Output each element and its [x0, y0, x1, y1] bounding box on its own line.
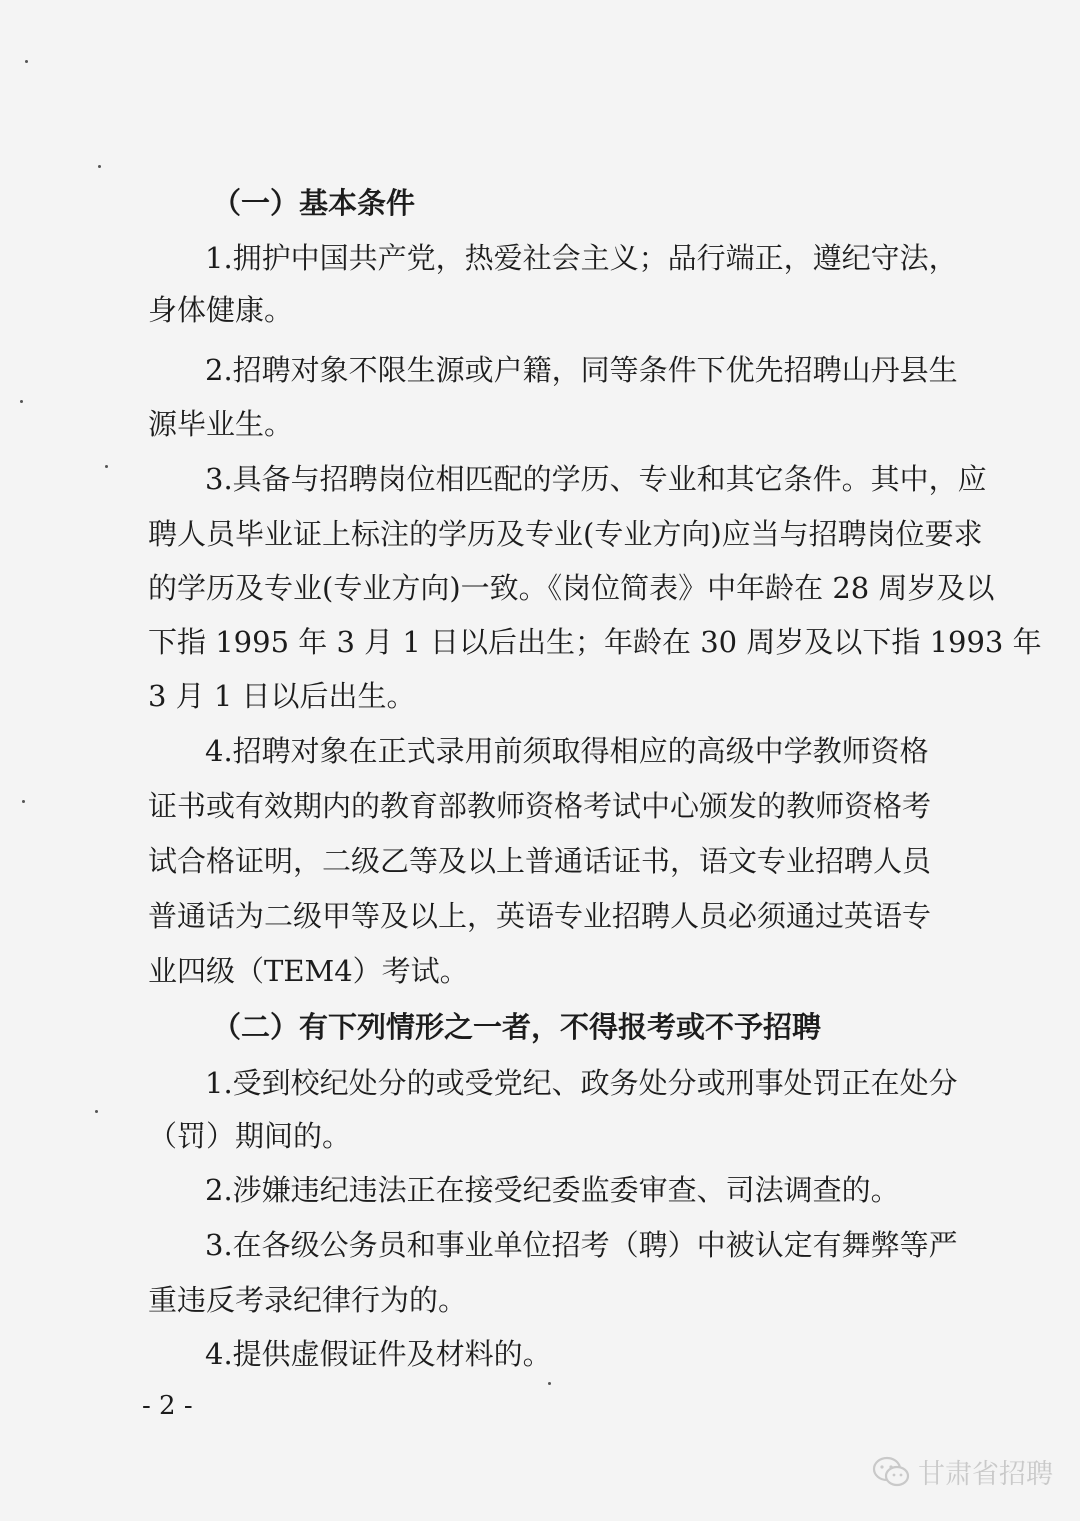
scan-speck	[548, 1382, 551, 1385]
watermark-text: 甘肃省招聘	[918, 1459, 1053, 1490]
text-line: 下指 1995 年 3 月 1 日以后出生；年龄在 30 周岁及以下指 1993 年	[148, 625, 1042, 659]
scan-speck	[20, 400, 23, 403]
text-line: 身体健康。	[148, 293, 294, 327]
section-heading-basic-conditions: （一）基本条件	[212, 186, 416, 220]
wechat-icon	[872, 1456, 910, 1488]
text-line: 业四级（TEM4）考试。	[148, 954, 469, 988]
text-line: 重违反考录纪律行为的。	[148, 1283, 468, 1317]
section-heading-disqualifications: （二）有下列情形之一者，不得报考或不予招聘	[212, 1010, 822, 1044]
text-line: （罚）期间的。	[148, 1119, 352, 1153]
text-line: 的学历及专业(专业方向)一致。《岗位简表》中年龄在 28 周岁及以	[148, 571, 995, 605]
text-line: 3 月 1 日以后出生。	[148, 679, 416, 713]
text-line: 聘人员毕业证上标注的学历及专业(专业方向)应当与招聘岗位要求	[148, 517, 983, 551]
scan-speck	[98, 165, 101, 168]
text-line: 2.招聘对象不限生源或户籍，同等条件下优先招聘山丹县生	[205, 353, 958, 387]
text-line: 3.在各级公务员和事业单位招考（聘）中被认定有舞弊等严	[205, 1228, 958, 1262]
text-line: 4.提供虚假证件及材料的。	[205, 1337, 552, 1371]
text-line: 3.具备与招聘岗位相匹配的学历、专业和其它条件。其中，应	[205, 462, 987, 496]
watermark	[872, 1452, 1053, 1491]
scan-speck	[22, 800, 25, 803]
page-number: - 2 -	[142, 1391, 193, 1421]
text-line: 1.拥护中国共产党，热爱社会主义；品行端正，遵纪守法，	[205, 241, 958, 275]
text-line: 2.涉嫌违纪违法正在接受纪委监委审查、司法调查的。	[205, 1173, 900, 1207]
text-line: 普通话为二级甲等及以上，英语专业招聘人员必须通过英语专	[148, 899, 932, 933]
text-line: 源毕业生。	[148, 407, 294, 441]
text-line: 4.招聘对象在正式录用前须取得相应的高级中学教师资格	[205, 734, 929, 768]
text-line: 试合格证明，二级乙等及以上普通话证书，语文专业招聘人员	[148, 844, 932, 878]
text-line: 证书或有效期内的教育部教师资格考试中心颁发的教师资格考	[148, 789, 932, 823]
scan-speck	[25, 60, 28, 63]
scan-speck	[95, 1110, 98, 1113]
text-line: 1.受到校纪处分的或受党纪、政务处分或刑事处罚正在处分	[205, 1066, 958, 1100]
scan-speck	[105, 465, 108, 468]
